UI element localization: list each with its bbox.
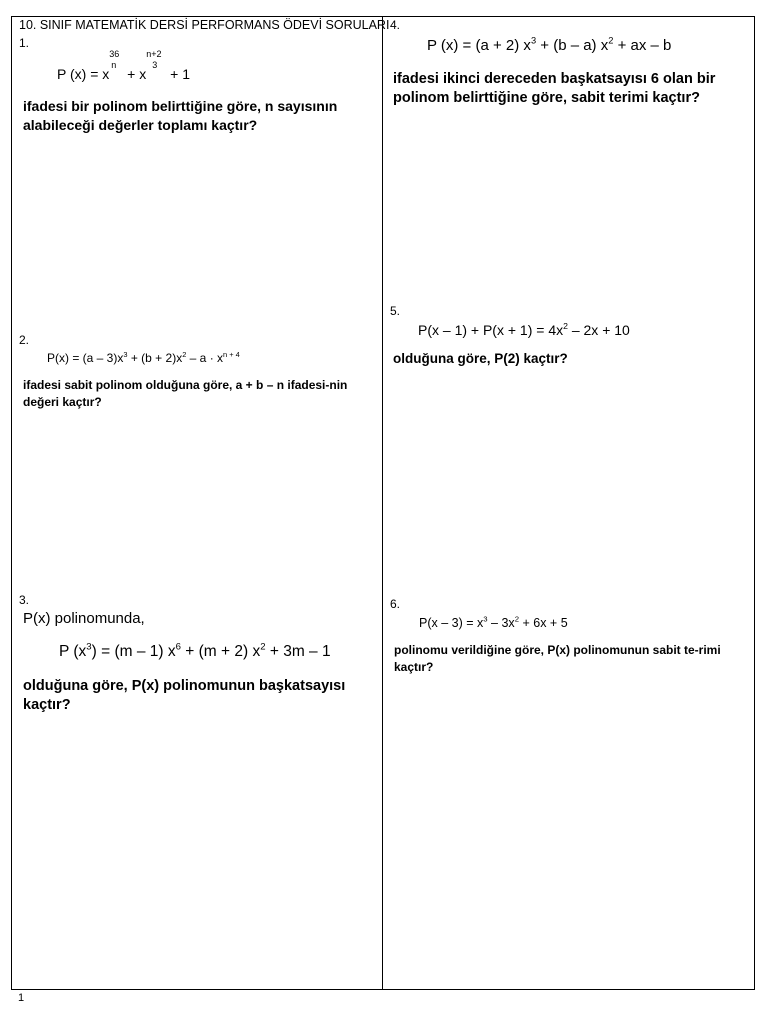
worksheet-title: 10. SINIF MATEMATİK DERSİ PERFORMANS ÖDEVİ SORULARI xyxy=(19,18,390,32)
formula-part: P (x) = x xyxy=(57,66,110,82)
question-2-formula xyxy=(47,351,240,365)
question-2-text: ifadesi sabit polinom olduğuna göre, a + b – n ifadesi-nin değeri kaçtır? xyxy=(23,378,348,409)
formula-part: + 3m – 1 xyxy=(265,643,331,660)
question-1-text: ifadesi bir polinom belirttiğine göre, n sayısının alabileceği değerler toplamı kaçtır? xyxy=(23,98,338,133)
formula-part: + (b – a) x xyxy=(536,37,609,54)
formula-part: P(x) = (a – 3)x xyxy=(47,351,124,365)
exponent: n + 4 xyxy=(223,349,240,359)
question-4-formula xyxy=(427,37,671,54)
formula-part: + ax – b xyxy=(613,37,672,54)
formula-part: P (x) = (a + 2) x xyxy=(427,37,531,54)
question-1-formula xyxy=(57,49,190,82)
question-3-number: 3. xyxy=(19,593,30,607)
exponent: 3 xyxy=(483,614,488,624)
formula-part: – 3x xyxy=(487,616,515,630)
exponent-numerator: n+2 xyxy=(146,49,162,59)
exponent-numerator: 36 xyxy=(109,49,120,59)
formula-part: ) = (m – 1) x xyxy=(91,643,176,660)
formula-part: + (b + 2)x xyxy=(127,351,183,365)
formula-part: P(x – 3) = x xyxy=(419,616,484,630)
page-number: 1 xyxy=(18,992,25,1004)
question-5-number: 5. xyxy=(390,304,401,318)
question-6-text: polinomu verildiğine göre, P(x) polinomunun sabit te-rimi kaçtır? xyxy=(394,643,721,674)
column-divider xyxy=(382,16,383,990)
formula-part: – 2x + 10 xyxy=(567,322,630,338)
question-6-formula xyxy=(419,616,568,630)
question-4-text: ifadesi ikinci dereceden başkatsayısı 6 olan bir polinom belirttiğine göre, sabit terimi kaçtır? xyxy=(393,71,716,106)
formula-part: + (m + 2) x xyxy=(180,643,261,660)
exponent: 2 xyxy=(608,35,614,46)
question-3-intro: P(x) polinomunda, xyxy=(23,610,145,627)
worksheet-frame xyxy=(11,16,755,990)
formula-part: + 6x + 5 xyxy=(519,616,568,630)
formula-part: – a · x xyxy=(186,351,224,365)
exponent-fraction xyxy=(146,49,166,79)
exponent-denominator: 3 xyxy=(152,60,158,70)
question-4-number: 4. xyxy=(390,18,401,32)
exponent: 2 xyxy=(260,641,266,653)
formula-part: P(x – 1) + P(x + 1) = 4x xyxy=(418,322,564,338)
exponent-fraction xyxy=(109,49,123,79)
formula-part: P (x xyxy=(59,643,87,660)
exponent: 3 xyxy=(530,35,537,46)
question-6-number: 6. xyxy=(390,597,401,611)
question-5-formula xyxy=(418,322,630,338)
formula-part: + x xyxy=(123,66,147,82)
question-3-text: olduğuna göre, P(x) polinomunun başkatsayısı kaçtır? xyxy=(23,678,346,713)
question-1-number: 1. xyxy=(19,36,30,50)
exponent: 3 xyxy=(86,641,92,653)
exponent: 2 xyxy=(182,349,187,359)
exponent-denominator: n xyxy=(111,60,117,70)
question-5-text: olduğuna göre, P(2) kaçtır? xyxy=(393,351,568,366)
exponent: 6 xyxy=(175,641,181,653)
formula-part: + 1 xyxy=(166,66,190,82)
question-3-formula xyxy=(59,643,331,661)
exponent: 2 xyxy=(514,614,519,624)
exponent: 2 xyxy=(563,320,568,331)
exponent: 3 xyxy=(123,349,128,359)
question-2-number: 2. xyxy=(19,333,30,347)
